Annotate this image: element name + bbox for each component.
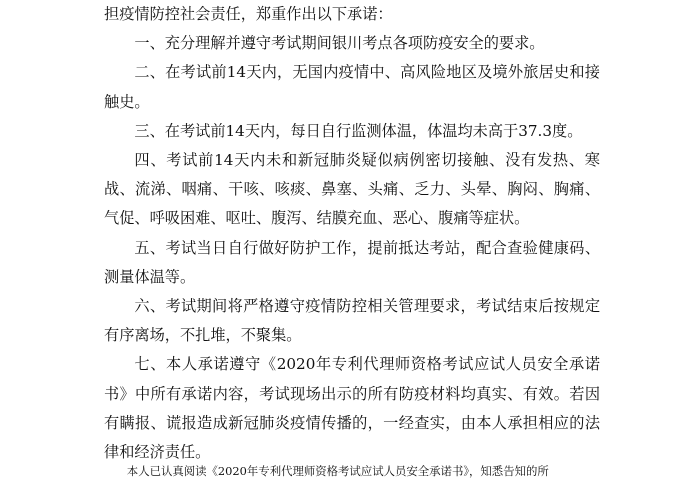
commitment-item-3: 三、在考试前14天内，每日自行监测体温，体温均未高于37.3度。 <box>134 121 583 140</box>
commitment-item-7: 七、本人承诺遵守《2020年专利代理师资格考试应试人员安全承诺书》中所有承诺内容，考试现场出示的所有防疫材料均真实、有效。若因有瞒报、谎报造成新冠肺炎疫情传播的，一经查实，由本人承担相应的法律和经济责任。 <box>104 355 600 462</box>
commitment-item-5: 五、考试当日自行做好防护工作，提前抵达考站，配合查验健康码、测量体温等。 <box>104 238 600 286</box>
commitment-item-2: 二、在考试前14天内，无国内疫情中、高风险地区及境外旅居史和接触史。 <box>104 63 600 111</box>
acknowledgement-note <box>104 458 600 484</box>
commitment-item-4: 四、考试前14天内未和新冠肺炎疑似病例密切接触、没有发热、寒战、流涕、咽痛、干咳、咳痰、鼻塞、头痛、乏力、头晕、胸闷、胸痛、气促、呼吸困难、呕吐、腹泻、结膜充血、恶心、腹痛等症状。 <box>104 151 600 228</box>
acknowledgement-line: 本人已认真阅读《2020年专利代理师资格考试应试人员安全承诺书》，知悉告知的所 <box>126 464 549 478</box>
commitment-item-1: 一、充分理解并遵守考试期间银川考点各项防疫安全的要求。 <box>134 34 545 53</box>
commitment-item-6: 六、考试期间将严格遵守疫情防控相关管理要求，考试结束后按规定有序离场，不扎堆，不聚集。 <box>104 297 600 345</box>
intro-tail: 担疫情防控社会责任，郑重作出以下承诺： <box>104 5 393 23</box>
commitment-body <box>104 0 600 467</box>
